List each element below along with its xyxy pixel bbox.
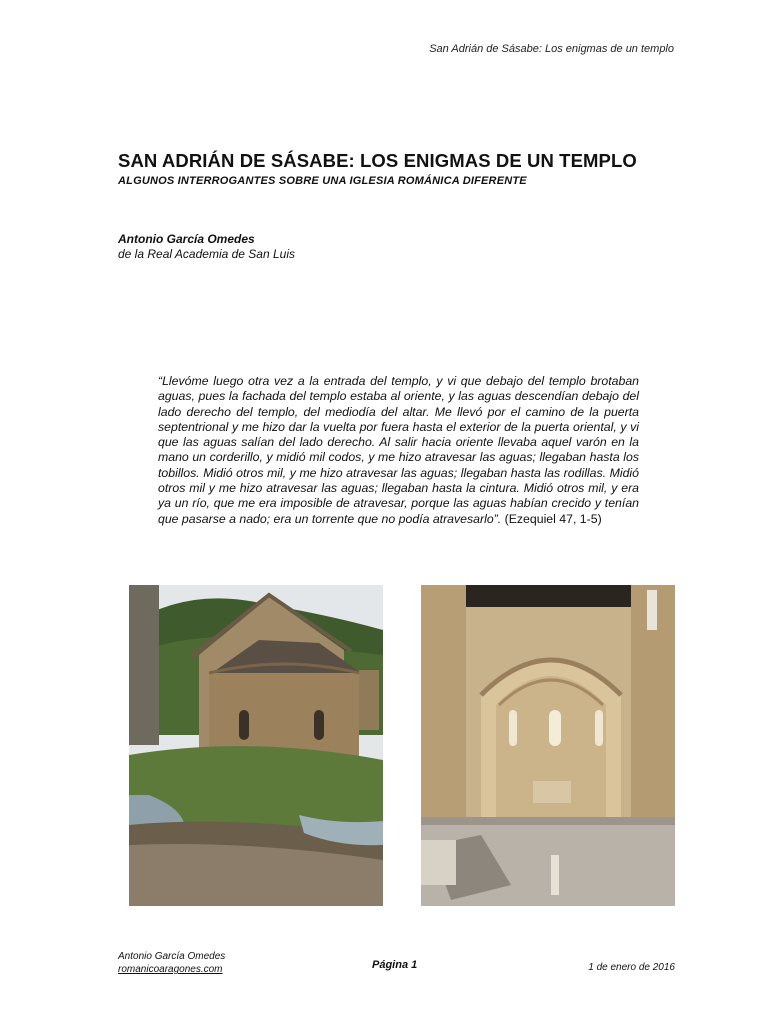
- epigraph-quote: [158, 374, 639, 527]
- title-block: [118, 150, 678, 187]
- church-interior-photo: [421, 585, 675, 906]
- author-block: [118, 232, 295, 262]
- church-exterior-photo: [129, 585, 383, 906]
- footer-left: [118, 950, 225, 976]
- author-affiliation: de la Real Academia de San Luis: [118, 247, 295, 261]
- running-header: San Adrián de Sásabe: Los enigmas de un templo: [429, 43, 674, 55]
- document-subtitle: ALGUNOS INTERROGANTES SOBRE UNA IGLESIA ROMÁNICA DIFERENTE: [118, 175, 527, 187]
- footer-page-number: Página 1: [372, 959, 418, 971]
- epigraph-reference: (Ezequiel 47, 1-5): [504, 511, 602, 526]
- footer-date: 1 de enero de 2016: [588, 962, 675, 973]
- footer-author: Antonio García Omedes: [118, 951, 226, 962]
- document-title: SAN ADRIÁN DE SÁSABE: LOS ENIGMAS DE UN TEMPLO: [118, 150, 637, 171]
- author-name: Antonio García Omedes: [118, 232, 255, 246]
- epigraph-text: “Llevóme luego otra vez a la entrada del templo, y vi que debajo del templo brotaban aguas, pues la fachada del templo estaba al oriente, y las aguas descendían debajo del lado derecho del templo, del mediodía del altar. Me llevó por el camino de la puerta septentrional y me hizo dar la vuelta por fuera hasta el exterior de la puerta oriental, y vi que las aguas salían del lado derecho. Al salir hacia oriente llevaba aquel varón en la mano un corderillo, y midió mil codos, y me hizo atravesar las aguas; llegaban hasta los tobillos. Midió otros mil, y me hizo atravesar las aguas; llegaban hasta las rodillas. Midió otros mil y me hizo atravesar las aguas; llegaban hasta la cintura. Midió otros mil, y era ya un río, que me era imposible de atravesar, porque las aguas habían crecido y tenían que pasarse a nado; era un torrente que no podía atravesarlo”.: [158, 374, 639, 526]
- footer-website-link[interactable]: romanicoaragones.com: [118, 964, 223, 975]
